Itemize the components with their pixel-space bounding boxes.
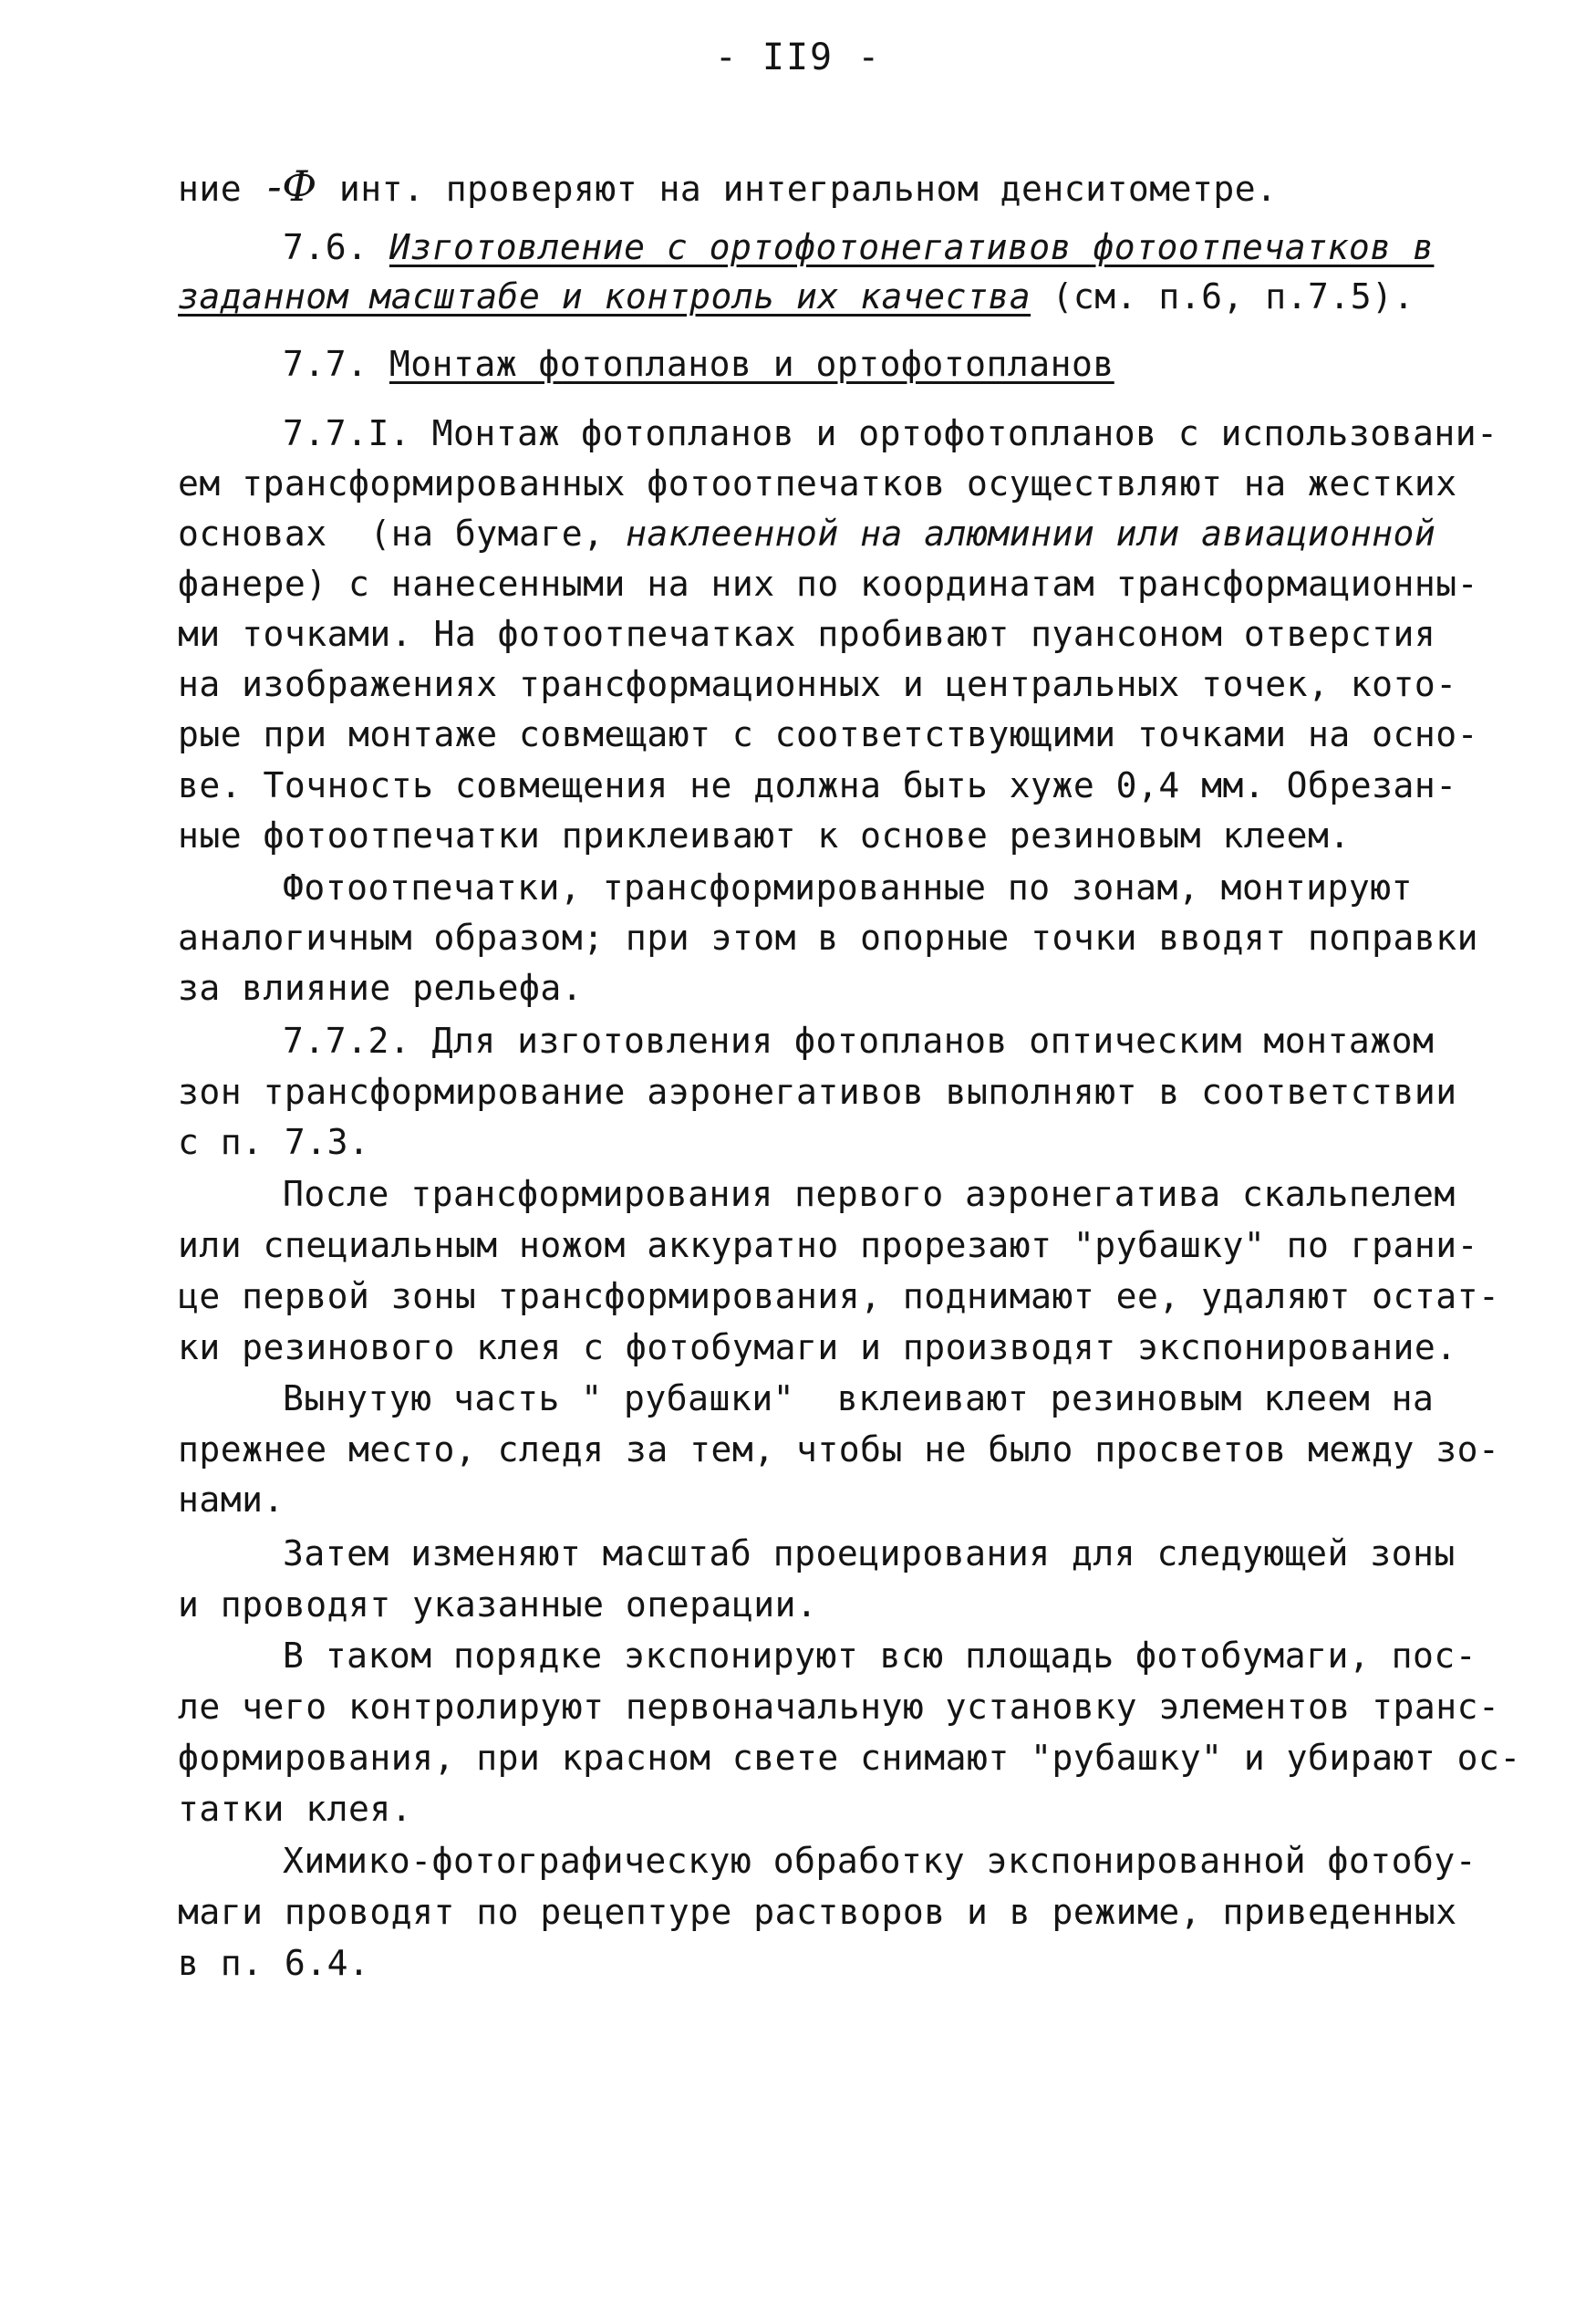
text-line: на изображениях трансформационных и центральных точек, кото- (178, 664, 1457, 704)
density-symbol: -Ф (267, 161, 317, 211)
line-start: ние (178, 169, 243, 209)
section-heading-7-7 (283, 343, 1114, 385)
line-text: основах (на бумаге, (178, 514, 626, 554)
text-line: за влияние рельефа. (178, 968, 584, 1008)
text-line: ле чего контролируют первоначальную установку элементов транс- (178, 1687, 1500, 1727)
text-line: фанере) с нанесенными на них по координатам трансформационны- (178, 564, 1479, 604)
text-line: Затем изменяют масштаб проецирования для следующей зоны (283, 1533, 1456, 1573)
section-title: Монтаж фотопланов и ортофотопланов (389, 344, 1114, 384)
text-line: в п. 6.4. (178, 1943, 370, 1983)
text-line: Фотоотпечатки, трансформированные по зонам, монтируют (283, 867, 1414, 908)
section-title: Изготовление с ортофотонегативов фотоотпечатков в (389, 227, 1435, 267)
text-line: с п. 7.3. (178, 1122, 370, 1162)
text-line: Вынутую часть " рубашки" вклеивают резиновым клеем на (283, 1378, 1435, 1418)
text-line: ки резинового клея с фотобумаги и производят экспонирование. (178, 1327, 1457, 1367)
line-text-italic: наклеенной на алюминии или авиационной (625, 514, 1436, 554)
text-line: или специальным ножом аккуратно прорезают "рубашку" по грани- (178, 1225, 1479, 1265)
text-line: це первой зоны трансформирования, поднимают ее, удаляют остат- (178, 1276, 1500, 1316)
text-line: формирования, при красном свете снимают "рубашку" и убирают ос- (178, 1738, 1521, 1778)
section-number: 7.6. (283, 227, 368, 267)
text-line: зон трансформирование аэронегативов выполняют в соответствии (178, 1072, 1457, 1112)
text-line: ем трансформированных фотоотпечатков осуществляют на жестких (178, 463, 1457, 504)
text-line: ми точками. На фотоотпечатках пробивают пуансоном отверстия (178, 614, 1436, 654)
section-heading-7-6 (283, 226, 1434, 268)
page-number: - II9 - (714, 36, 882, 78)
cross-reference: (см. п.6, п.7.5). (1031, 276, 1415, 317)
text-line: В таком порядке экспонируют всю площадь фотобумаги, пос- (283, 1636, 1477, 1676)
section-title-cont: заданном масштабе и контроль их качества (178, 276, 1031, 317)
text-line (178, 513, 1435, 555)
text-line: рые при монтаже совмещают с соответствующими точками на осно- (178, 714, 1479, 754)
text-line: После трансформирования первого аэронегатива скальпелем (283, 1174, 1456, 1214)
text-line: аналогичным образом; при этом в опорные точки вводят поправки (178, 918, 1479, 958)
text-line: 7.7.2. Для изготовления фотопланов оптическим монтажом (283, 1021, 1435, 1061)
text-line: Химико-фотографическую обработку экспонированной фотобу- (283, 1841, 1477, 1881)
text-line: прежнее место, следя за тем, чтобы не было просветов между зо- (178, 1429, 1500, 1470)
text-line: ные фотоотпечатки приклеивают к основе резиновым клеем. (178, 815, 1351, 856)
section-number: 7.7. (283, 344, 368, 384)
text-line: татки клея. (178, 1789, 413, 1829)
line-text: инт. проверяют на интегральном денситометре. (338, 169, 1278, 209)
text-line: маги проводят по рецептуре растворов и в режиме, приведенных (178, 1892, 1457, 1932)
section-heading-7-6-cont (178, 275, 1415, 317)
text-line: нами. (178, 1480, 285, 1520)
text-line: 7.7.I. Монтаж фотопланов и ортофотопланов с использовани- (283, 413, 1498, 453)
text-line: ве. Точность совмещения не должна быть хуже 0,4 мм. Обрезан- (178, 765, 1457, 805)
text-line (178, 161, 1278, 211)
text-line: и проводят указанные операции. (178, 1584, 818, 1625)
